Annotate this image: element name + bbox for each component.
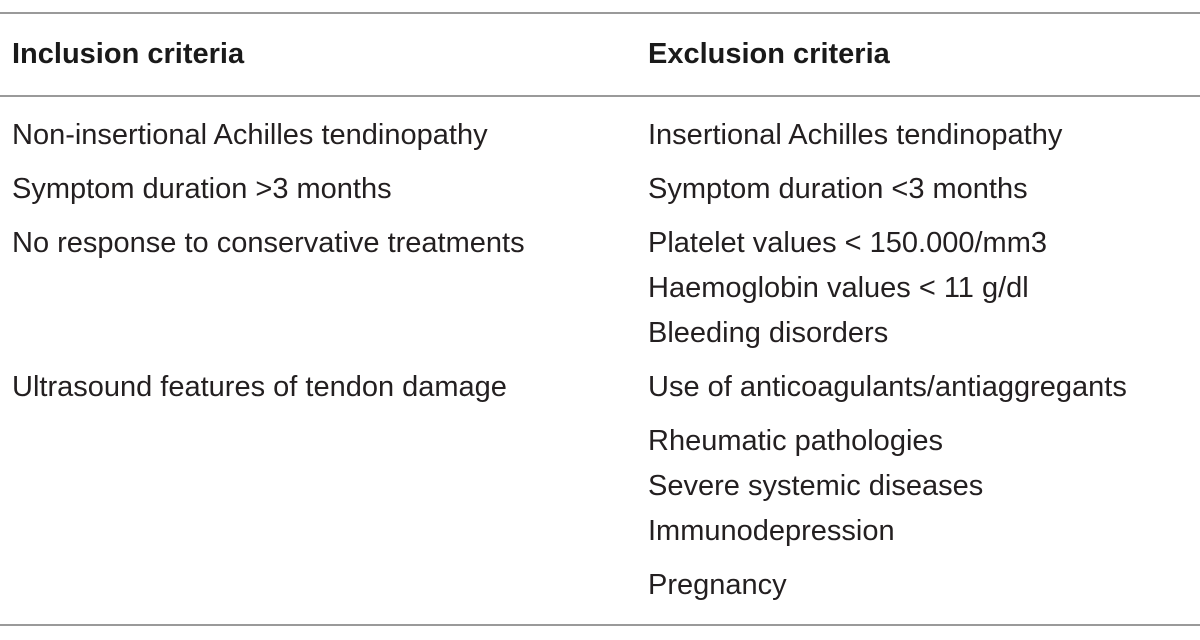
exclusion-item: Severe systemic diseases xyxy=(648,470,984,502)
inclusion-item: Symptom duration >3 months xyxy=(12,173,392,205)
exclusion-item: Symptom duration <3 months xyxy=(648,173,1028,205)
exclusion-item: Insertional Achilles tendinopathy xyxy=(648,119,1063,151)
header-exclusion: Exclusion criteria xyxy=(648,38,890,70)
header-rule xyxy=(0,95,1200,97)
table-bottom-rule xyxy=(0,624,1200,626)
table-top-rule xyxy=(0,12,1200,14)
exclusion-item: Rheumatic pathologies xyxy=(648,425,944,457)
exclusion-item: Pregnancy xyxy=(648,569,787,601)
exclusion-item: Platelet values < 150.000/mm3 xyxy=(648,227,1047,259)
inclusion-item: No response to conservative treatments xyxy=(12,227,525,259)
header-inclusion: Inclusion criteria xyxy=(12,38,245,70)
exclusion-item: Haemoglobin values < 11 g/dl xyxy=(648,272,1029,304)
exclusion-item: Immunodepression xyxy=(648,515,895,547)
exclusion-item: Use of anticoagulants/antiaggregants xyxy=(648,371,1127,403)
inclusion-item: Non-insertional Achilles tendinopathy xyxy=(12,119,488,151)
inclusion-item: Ultrasound features of tendon damage xyxy=(12,371,507,403)
exclusion-item: Bleeding disorders xyxy=(648,317,889,349)
